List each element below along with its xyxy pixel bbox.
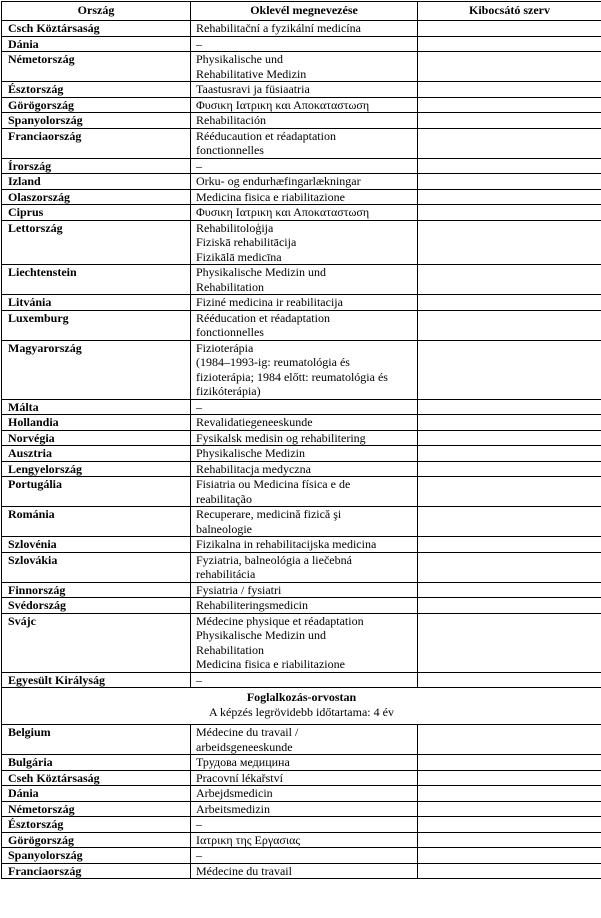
title-cell: Médecine physique et réadaptation Physikalische Medizin und Rehabilitation Medicina fisica e riabilitazione <box>191 613 418 672</box>
table-row <box>2 113 601 129</box>
issuer-cell <box>418 265 601 295</box>
country-cell: Olaszország <box>2 189 191 205</box>
title-cell: Φυσικη Ιατρικη και Αποκαταστωση <box>191 205 418 221</box>
country-cell: Franciaország <box>2 128 191 158</box>
issuer-cell <box>418 399 601 415</box>
issuer-cell <box>418 770 601 786</box>
table-row <box>2 189 601 205</box>
header-country: Ország <box>2 2 191 21</box>
table-row <box>2 461 601 477</box>
issuer-cell <box>418 430 601 446</box>
country-cell: Észtország <box>2 82 191 98</box>
table-row <box>2 310 601 340</box>
country-cell: Izland <box>2 174 191 190</box>
issuer-cell <box>418 113 601 129</box>
title-cell: Physikalische Medizin <box>191 446 418 462</box>
issuer-cell <box>418 174 601 190</box>
issuer-cell <box>418 220 601 265</box>
table-row <box>2 52 601 82</box>
title-cell: – <box>191 158 418 174</box>
issuer-cell <box>418 832 601 848</box>
section-subtitle: A képzés legrövidebb időtartama: 4 év <box>209 704 394 719</box>
country-cell: Görögország <box>2 97 191 113</box>
table-row <box>2 832 601 848</box>
section-row <box>2 688 601 725</box>
issuer-cell <box>418 158 601 174</box>
table-row <box>2 598 601 614</box>
table-row <box>2 770 601 786</box>
country-cell: Norvégia <box>2 430 191 446</box>
title-cell: Fiziné medicina ir reabilitacija <box>191 295 418 311</box>
table-row <box>2 36 601 52</box>
title-cell: Rehabilitacja medyczna <box>191 461 418 477</box>
title-cell: Rehabiliteringsmedicin <box>191 598 418 614</box>
table-row <box>2 817 601 833</box>
table-row <box>2 82 601 98</box>
issuer-cell <box>418 189 601 205</box>
table-row <box>2 755 601 771</box>
issuer-cell <box>418 552 601 582</box>
table-row <box>2 415 601 431</box>
table-row <box>2 848 601 864</box>
table-row <box>2 552 601 582</box>
issuer-cell <box>418 446 601 462</box>
header-issuer: Kibocsátó szerv <box>418 2 601 21</box>
title-cell: – <box>191 817 418 833</box>
issuer-cell <box>418 461 601 477</box>
issuer-cell <box>418 786 601 802</box>
country-cell: Ausztria <box>2 446 191 462</box>
title-cell: Fizikalna in rehabilitacijska medicina <box>191 537 418 553</box>
title-cell: Arbejdsmedicin <box>191 786 418 802</box>
title-cell: Physikalische Medizin und Rehabilitation <box>191 265 418 295</box>
country-cell: Spanyolország <box>2 848 191 864</box>
issuer-cell <box>418 613 601 672</box>
issuer-cell <box>418 725 601 755</box>
title-cell: Rééducation et réadaptation fonctionnelles <box>191 310 418 340</box>
country-cell: Dánia <box>2 786 191 802</box>
issuer-cell <box>418 36 601 52</box>
issuer-cell <box>418 863 601 879</box>
country-cell: Németország <box>2 52 191 82</box>
country-cell: Litvánia <box>2 295 191 311</box>
issuer-cell <box>418 52 601 82</box>
issuer-cell <box>418 582 601 598</box>
table-row <box>2 174 601 190</box>
issuer-cell <box>418 801 601 817</box>
table-row <box>2 537 601 553</box>
table-row <box>2 205 601 221</box>
title-cell: Arbeitsmedizin <box>191 801 418 817</box>
issuer-cell <box>418 598 601 614</box>
table-row <box>2 725 601 755</box>
country-cell: Finnország <box>2 582 191 598</box>
diploma-table <box>1 1 601 879</box>
issuer-cell <box>418 755 601 771</box>
title-cell: Fisiatria ou Medicina física e de reabilitação <box>191 477 418 507</box>
country-cell: Dánia <box>2 36 191 52</box>
table-row <box>2 265 601 295</box>
country-cell: Málta <box>2 399 191 415</box>
title-cell: Taastusravi ja füsiaatria <box>191 82 418 98</box>
title-cell: – <box>191 672 418 688</box>
country-cell: Szlovénia <box>2 537 191 553</box>
table-body-occupational <box>2 725 601 879</box>
title-cell: Rééducaution et réadaptation fonctionnelles <box>191 128 418 158</box>
country-cell: Lettország <box>2 220 191 265</box>
section-row-group <box>2 688 601 725</box>
table-row <box>2 430 601 446</box>
country-cell: Csch Köztársaság <box>2 21 191 37</box>
table-row <box>2 801 601 817</box>
country-cell: Svédország <box>2 598 191 614</box>
issuer-cell <box>418 415 601 431</box>
country-cell: Románia <box>2 507 191 537</box>
country-cell: Portugália <box>2 477 191 507</box>
country-cell: Írország <box>2 158 191 174</box>
title-cell: Трудова медицина <box>191 755 418 771</box>
country-cell: Spanyolország <box>2 113 191 129</box>
title-cell: Médecine du travail <box>191 863 418 879</box>
country-cell: Hollandia <box>2 415 191 431</box>
issuer-cell <box>418 21 601 37</box>
issuer-cell <box>418 848 601 864</box>
title-cell: – <box>191 848 418 864</box>
table-row <box>2 672 601 688</box>
issuer-cell <box>418 507 601 537</box>
title-cell: Fysiatria / fysiatri <box>191 582 418 598</box>
country-cell: Szlovákia <box>2 552 191 582</box>
table-row <box>2 399 601 415</box>
title-cell: Pracovní lékařství <box>191 770 418 786</box>
title-cell: Medicina fisica e riabilitazione <box>191 189 418 205</box>
title-cell: Orku- og endurhæfingarlækningar <box>191 174 418 190</box>
issuer-cell <box>418 817 601 833</box>
title-cell: Fyziatria, balneológia a liečebná rehabilitácia <box>191 552 418 582</box>
table-row <box>2 613 601 672</box>
issuer-cell <box>418 295 601 311</box>
country-cell: Lengyelország <box>2 461 191 477</box>
header-row <box>2 2 601 21</box>
country-cell: Bulgária <box>2 755 191 771</box>
table-row <box>2 786 601 802</box>
title-cell: – <box>191 399 418 415</box>
title-cell: Recuperare, medicină fizică şi balneologie <box>191 507 418 537</box>
table-row <box>2 128 601 158</box>
issuer-cell <box>418 97 601 113</box>
title-cell: Φυσικη Ιατρικη και Αποκαταστωση <box>191 97 418 113</box>
table-row <box>2 295 601 311</box>
issuer-cell <box>418 672 601 688</box>
title-cell: – <box>191 36 418 52</box>
section-heading <box>2 688 601 725</box>
table-row <box>2 507 601 537</box>
country-cell: Luxemburg <box>2 310 191 340</box>
table-body-rehabilitation <box>2 21 601 688</box>
title-cell: Fysikalsk medisin og rehabilitering <box>191 430 418 446</box>
title-cell: Ιατρικη της Εργασιας <box>191 832 418 848</box>
table-row <box>2 21 601 37</box>
country-cell: Liechtenstein <box>2 265 191 295</box>
title-cell: Revalidatiegeneeskunde <box>191 415 418 431</box>
table-row <box>2 158 601 174</box>
country-cell: Ciprus <box>2 205 191 221</box>
issuer-cell <box>418 477 601 507</box>
country-cell: Egyesült Királyság <box>2 672 191 688</box>
title-cell: Fizioterápia (1984–1993-ig: reumatológia és fizioterápia; 1984 előtt: reumatológia és fizikóterápia) <box>191 340 418 399</box>
country-cell: Franciaország <box>2 863 191 879</box>
table-row <box>2 97 601 113</box>
table-row <box>2 220 601 265</box>
country-cell: Magyarország <box>2 340 191 399</box>
title-cell: Rehabilitační a fyzikální medicína <box>191 21 418 37</box>
section-title: Foglalkozás-orvostan <box>246 690 357 704</box>
country-cell: Németország <box>2 801 191 817</box>
issuer-cell <box>418 310 601 340</box>
country-cell: Görögország <box>2 832 191 848</box>
issuer-cell <box>418 340 601 399</box>
table-row <box>2 446 601 462</box>
table-row <box>2 863 601 879</box>
title-cell: Physikalische und Rehabilitative Medizin <box>191 52 418 82</box>
title-cell: Rehabilitoloģija Fiziskā rehabilitācija Fizikālā medicīna <box>191 220 418 265</box>
table-row <box>2 582 601 598</box>
country-cell: Észtország <box>2 817 191 833</box>
issuer-cell <box>418 128 601 158</box>
country-cell: Cseh Köztársaság <box>2 770 191 786</box>
issuer-cell <box>418 205 601 221</box>
country-cell: Svájc <box>2 613 191 672</box>
table-row <box>2 477 601 507</box>
issuer-cell <box>418 82 601 98</box>
table-row <box>2 340 601 399</box>
title-cell: Rehabilitación <box>191 113 418 129</box>
issuer-cell <box>418 537 601 553</box>
header-title: Oklevél megnevezése <box>191 2 418 21</box>
country-cell: Belgium <box>2 725 191 755</box>
title-cell: Médecine du travail / arbeidsgeneeskunde <box>191 725 418 755</box>
